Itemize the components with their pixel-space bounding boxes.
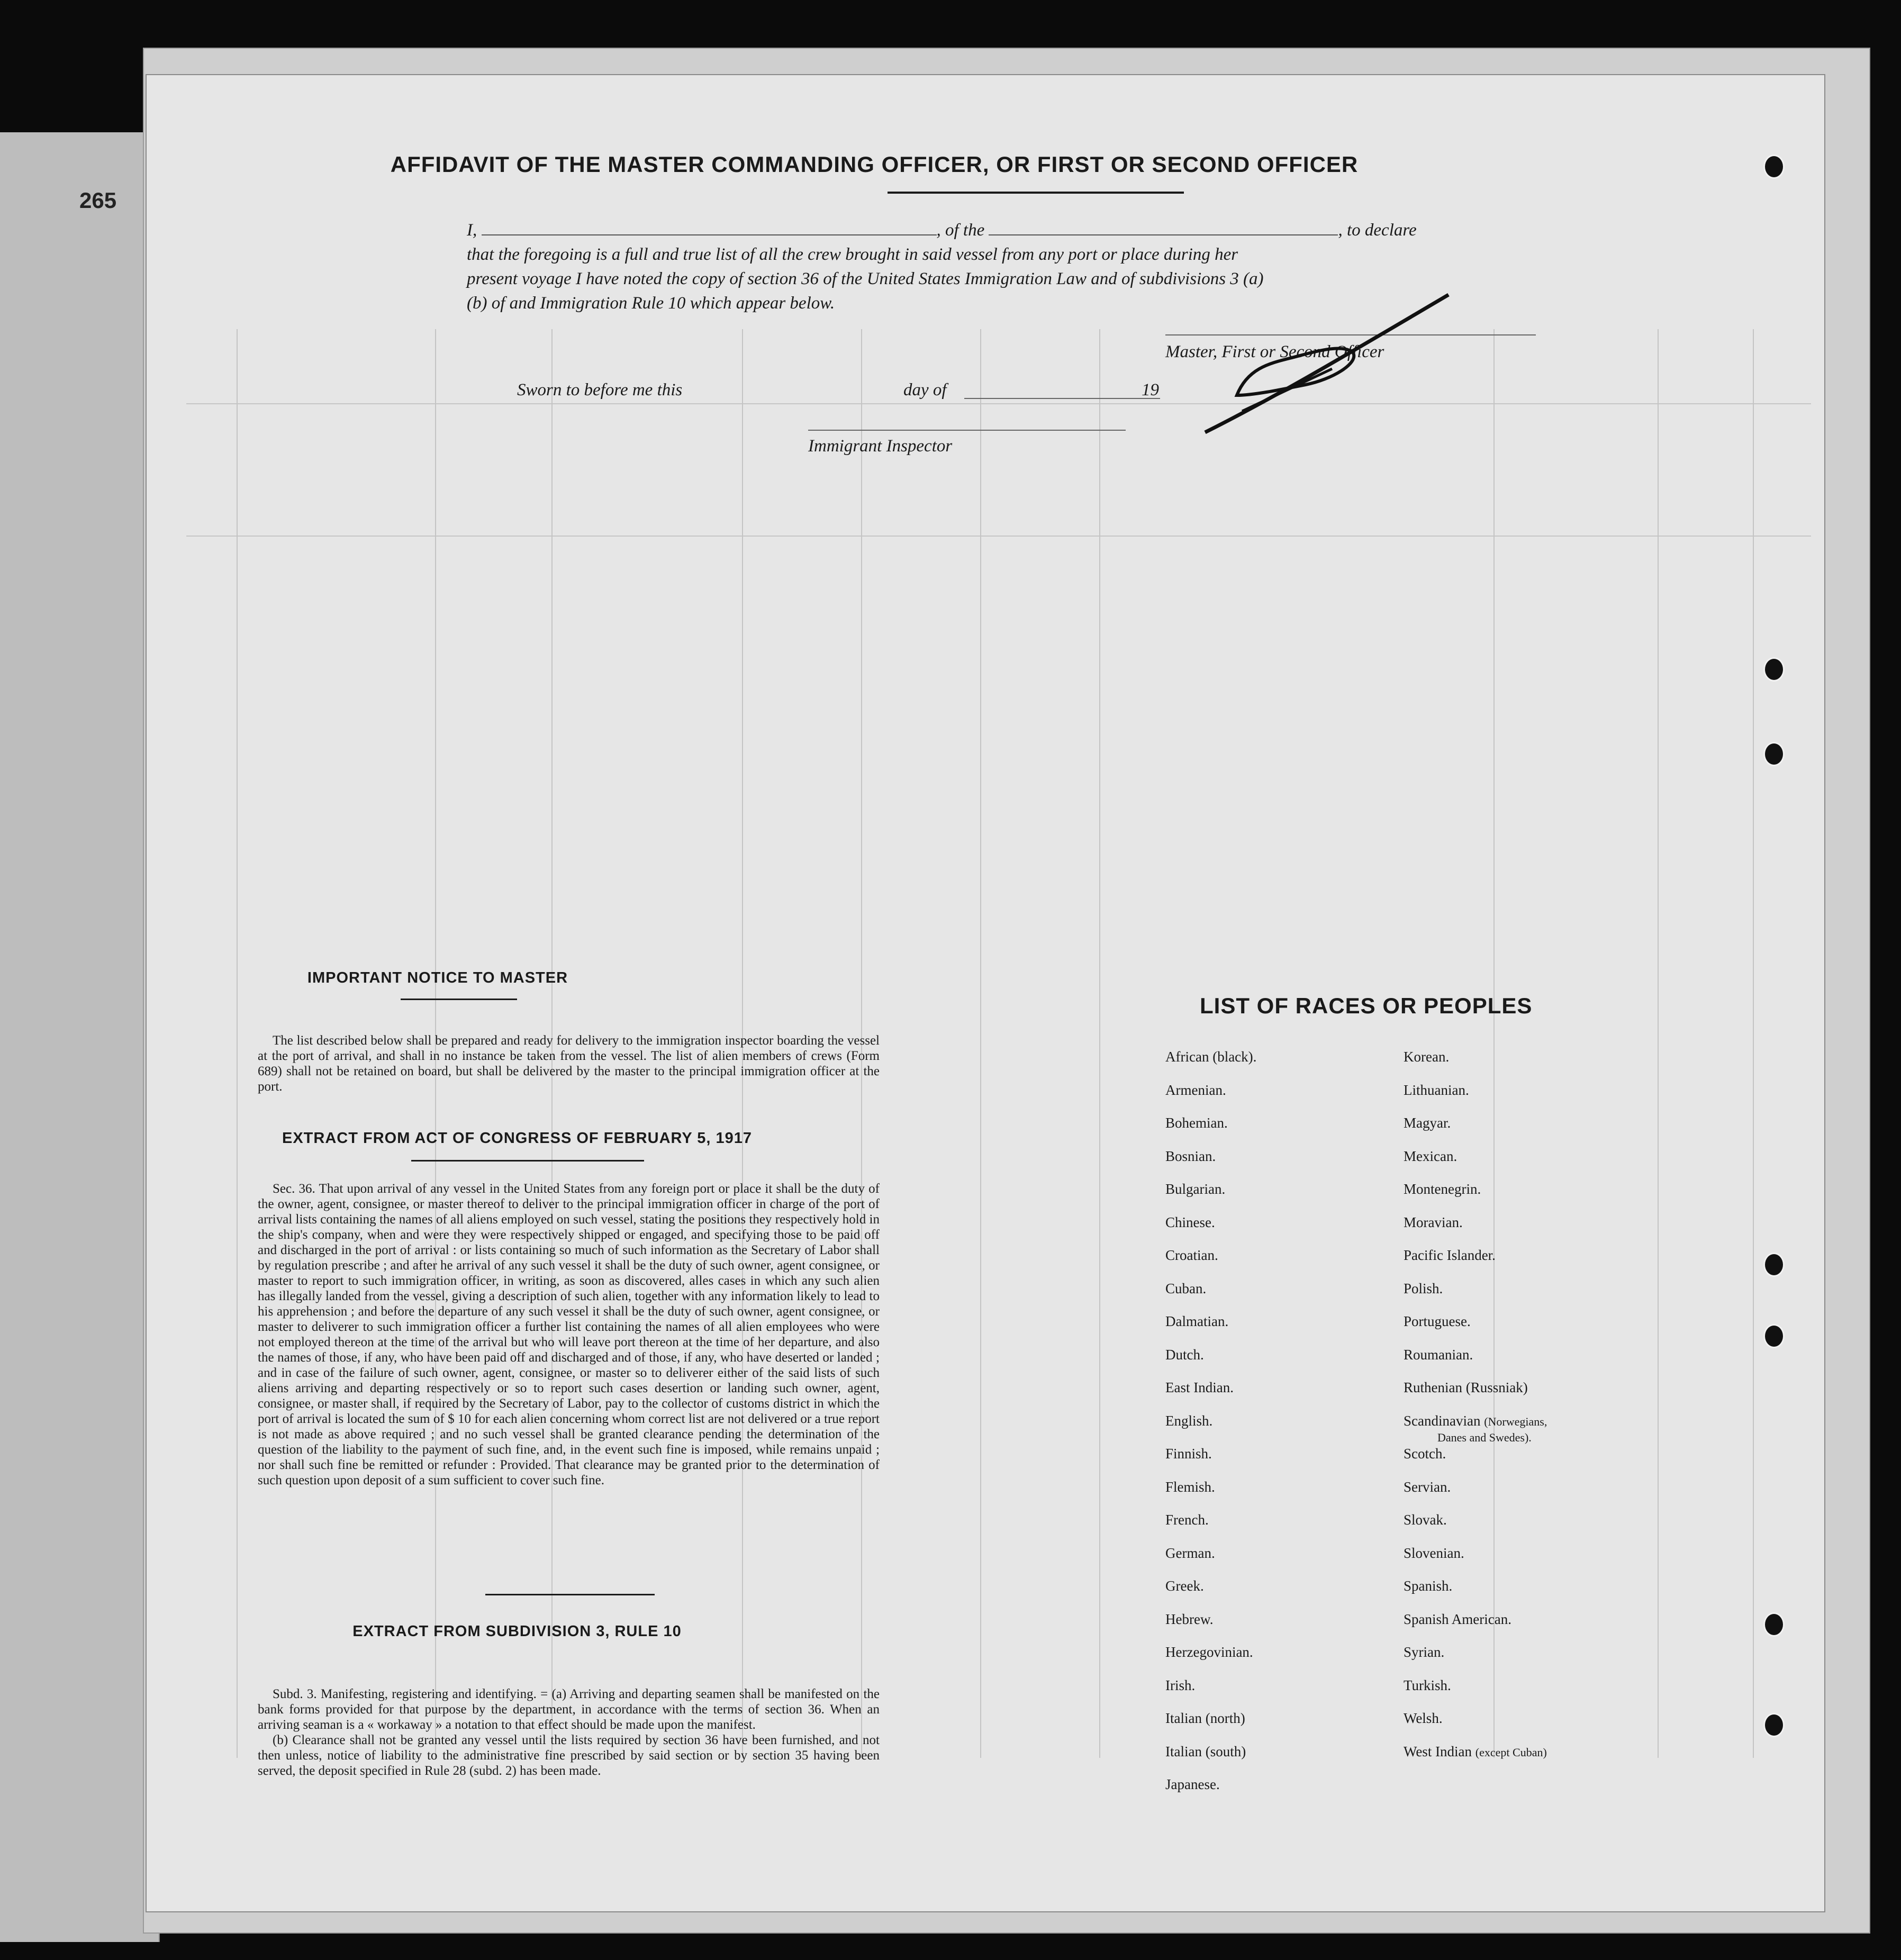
- race-item: Pacific Islander.: [1404, 1247, 1496, 1263]
- year-label: 19: [1142, 380, 1159, 400]
- stamp-number: 265: [79, 188, 117, 213]
- act-extract-rule: [411, 1160, 644, 1162]
- act-extract-body: Sec. 36. That upon arrival of any vessel in the United States from any foreign port or place it shall be the duty of the owner, agent, consignee, or master thereof to deliver to the principal immigration officer in charge of the port of arrival lists containing the names of all aliens employed on such vessel, stating the positions they respectively hold in the ship's company, when and were they were respectively shipped or engaged, and specifying those to be paid off and discharged in the port of arrival : or lists containing so much of such information as the Secretary of Labor shall by regulation prescribe ; and after he arrival of any such vessel it shall be the duty of such owner, agent consignee, or master to report to such immigration officer, in writing, as soon as discovered, alles cases in which any such alien has illegally landed from the vessel, giving a description of such alien, together with any information likely to lead to his apprehension ; and before the departure of any such vessel it shall be the duty of such owner, agent consignee, or master to deliverer to such immigration officer a further list containing the names of all alien employees who were not employed thereon at the time of the arrival but who will leave port thereon at the time of her departure, and also the names of those, if any, who have been paid off and discharged and of those, if any, who have deserted or landed ; and in case of the failure of such owner, agent, consignee, or master so to deliverer either of the said lists of such aliens arriving and departing respectively or so to report such cases desertion or landing such owner, agent, consignee, or master shall, if required by the Secretary of Labor, pay to the collector of customs district in which the port of arrival is located the sum of $ 10 for each alien concerning whom correct list are not delivered or a true report is not made as above required ; and no such vessel shall be granted clearance pending the determination of the question of the liability to the payment of such fine, and, in the event such fine is imposed, while remains unpaid ; nor shall such fine be remitted or refunder : Provided. That clearance may be granted prior to the determination of such question upon deposit of a sum sufficient to cover such fine.: [258, 1182, 880, 1487]
- act-extract-end-rule: [485, 1594, 655, 1595]
- race-item: Slovenian.: [1404, 1545, 1464, 1561]
- race-item: Turkish.: [1404, 1677, 1451, 1693]
- race-item: Japanese.: [1165, 1776, 1220, 1792]
- race-item: Spanish American.: [1404, 1611, 1511, 1627]
- race-item: Scotch.: [1404, 1446, 1446, 1462]
- race-item: Montenegrin.: [1404, 1181, 1481, 1197]
- race-item: Armenian.: [1165, 1082, 1226, 1098]
- race-item: Syrian.: [1404, 1644, 1445, 1660]
- race-item: Ruthenian (Russniak): [1404, 1380, 1528, 1395]
- race-item: Slovak.: [1404, 1512, 1447, 1528]
- day-label: day of: [903, 380, 947, 400]
- races-title: LIST OF RACES OR PEOPLES: [1200, 993, 1533, 1018]
- race-item: Irish.: [1165, 1677, 1196, 1693]
- affidavit-line2: that the foregoing is a full and true list of all the crew brought in said vessel from any port or place during her: [467, 245, 1238, 264]
- race-item: Chinese.: [1165, 1214, 1215, 1230]
- race-item: Croatian.: [1165, 1247, 1218, 1263]
- race-item: Italian (north): [1165, 1710, 1245, 1726]
- race-item: Bosnian.: [1165, 1148, 1216, 1164]
- binder-hole-icon: [1763, 657, 1785, 682]
- binder-hole-icon: [1763, 1713, 1785, 1737]
- race-item: Korean.: [1404, 1049, 1450, 1065]
- master-officer-label: Master, First or Second Officer: [1165, 342, 1384, 361]
- underlying-sheet-left: [0, 132, 160, 1942]
- race-item: African (black).: [1165, 1049, 1257, 1065]
- affidavit-line1-b: , of the: [936, 221, 985, 240]
- race-item-west-indian: West Indian (except Cuban): [1404, 1743, 1547, 1759]
- binder-hole-icon: [1763, 1253, 1785, 1277]
- act-extract-title: EXTRACT FROM ACT OF CONGRESS OF FEBRUARY 5, 1917: [282, 1130, 753, 1147]
- race-item: Welsh.: [1404, 1710, 1443, 1726]
- race-item: English.: [1165, 1412, 1213, 1429]
- sworn-label: Sworn to before me this: [517, 380, 683, 400]
- binder-hole-icon: [1763, 155, 1785, 179]
- race-item-scandinavian: Scandinavian (Norwegians, Danes and Swedes).: [1404, 1412, 1547, 1444]
- race-item: Servian.: [1404, 1478, 1451, 1495]
- races-left-column: [1165, 1049, 1256, 1810]
- race-item: German.: [1165, 1545, 1215, 1561]
- affidavit-line3: present voyage I have noted the copy of section 36 of the United States Immigration Law and of subdivisions 3 (a): [467, 269, 1264, 288]
- race-item: Mexican.: [1404, 1148, 1458, 1164]
- race-item: Dalmatian.: [1165, 1313, 1229, 1329]
- affidavit-line1-a: I,: [467, 221, 477, 240]
- race-item: Polish.: [1404, 1280, 1443, 1296]
- race-item: Bulgarian.: [1165, 1181, 1226, 1197]
- race-item: Cuban.: [1165, 1280, 1207, 1296]
- signature: [1200, 284, 1454, 443]
- race-item: Moravian.: [1404, 1214, 1463, 1230]
- race-item: Dutch.: [1165, 1346, 1204, 1363]
- inspector-label: Immigrant Inspector: [808, 437, 953, 456]
- month-line: [964, 398, 1160, 399]
- race-item: Bohemian.: [1165, 1115, 1228, 1131]
- binder-hole-icon: [1763, 1612, 1785, 1637]
- binder-hole-icon: [1763, 742, 1785, 766]
- notice-rule: [401, 999, 517, 1000]
- race-item: Spanish.: [1404, 1578, 1453, 1594]
- race-item: Portuguese.: [1404, 1313, 1471, 1329]
- document-page: [146, 74, 1825, 1912]
- races-right-column: [1404, 1049, 1547, 1776]
- race-item: Magyar.: [1404, 1115, 1451, 1131]
- race-item: Finnish.: [1165, 1446, 1212, 1462]
- race-item: Hebrew.: [1165, 1611, 1214, 1627]
- race-item: East Indian.: [1165, 1380, 1234, 1395]
- inspector-line: [808, 430, 1126, 431]
- race-item: Greek.: [1165, 1578, 1204, 1594]
- race-item: Lithuanian.: [1404, 1082, 1469, 1098]
- affidavit-line1-c: , to declare: [1338, 221, 1417, 240]
- race-item: Herzegovinian.: [1165, 1644, 1253, 1660]
- race-item: Flemish.: [1165, 1478, 1215, 1495]
- affidavit-line4: (b) of and Immigration Rule 10 which appear below.: [467, 294, 835, 313]
- title-rule: [888, 192, 1184, 194]
- rule-extract-body: Subd. 3. Manifesting, registering and identifying. = (a) Arriving and departing seamen shall be manifested on the bank forms provided for that purpose by the department, in accordance with the terms of section 36. When an arriving seaman is a « workaway » a notation to that effect should be made upon the manifest. (b) Clearance shall not be granted any vessel until the lists required by section 36 have been furnished, and not then unless, notice of liability to the administrative fine prescribed by said section or by section 35 having been served, the deposit specified in Rule 28 (subd. 2) has been made.: [258, 1687, 880, 1778]
- notice-title: IMPORTANT NOTICE TO MASTER: [307, 969, 568, 986]
- binder-hole-icon: [1763, 1324, 1785, 1348]
- document-title: AFFIDAVIT OF THE MASTER COMMANDING OFFICER, OR FIRST OR SECOND OFFICER: [390, 152, 1359, 177]
- race-item: Italian (south): [1165, 1743, 1246, 1759]
- notice-body: The list described below shall be prepared and ready for delivery to the immigration inspector boarding the vessel at the port of arrival, and shall in no instance be taken from the vessel. The list of alien members of crews (Form 689) shall not be retained on board, but shall be delivered by the master to the principal immigration officer at the port.: [258, 1033, 880, 1094]
- race-item: French.: [1165, 1512, 1209, 1528]
- rule-extract-title: EXTRACT FROM SUBDIVISION 3, RULE 10: [352, 1623, 682, 1640]
- race-item: Roumanian.: [1404, 1346, 1473, 1363]
